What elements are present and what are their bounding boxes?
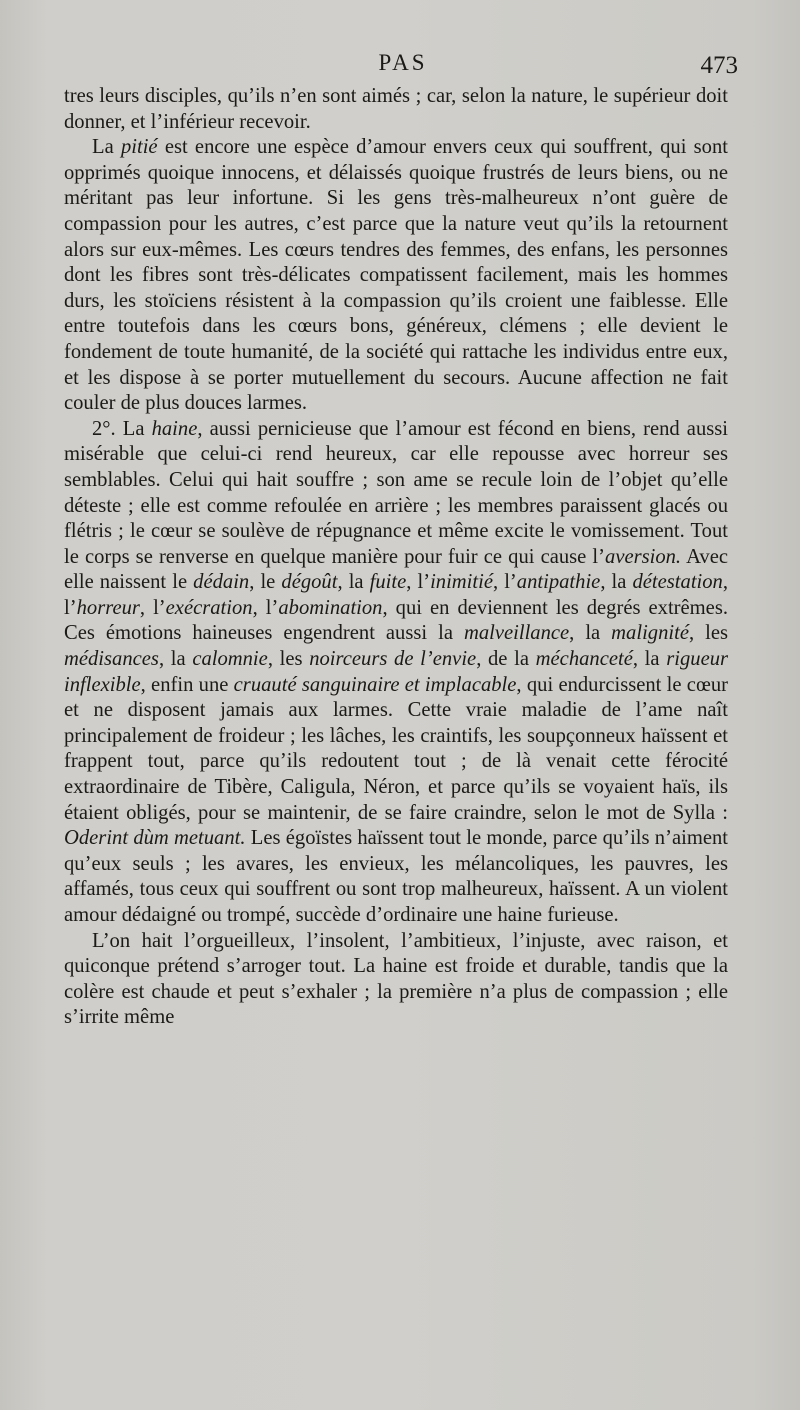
- italic-term: détestation: [632, 571, 723, 594]
- text-run: , le: [249, 571, 282, 594]
- italic-term: dédain: [193, 571, 250, 594]
- italic-term: inimitié: [430, 571, 493, 594]
- paragraph: [64, 929, 728, 1031]
- text-run: Avec elle naissent le: [64, 545, 728, 594]
- text-run: L’on hait l’orgueilleux, l’insolent, l’ambitieux, l’injuste, avec raison, et quiconque prétend s’arroger tout. La haine est froide et durable, tandis que la colère est chaude et peut s’exhaler ; la première n’a plus de compassion ; elle s’irrite même: [64, 929, 728, 1029]
- text-run: , l’: [252, 596, 279, 619]
- text-run: 2°. La: [92, 417, 152, 440]
- italic-term: exécration: [165, 596, 253, 619]
- page-header: [68, 50, 738, 84]
- text-run: tres leurs disciples, qu’ils n’en sont aimés ; car, selon la nature, le supérieur doit donner, et l’inférieur recevoir.: [64, 85, 728, 133]
- italic-term: horreur: [76, 596, 140, 619]
- text-run: , la: [158, 648, 193, 671]
- italic-term: Oderint dùm metuant.: [64, 827, 246, 850]
- text-run: , la: [632, 648, 667, 671]
- running-head: PAS: [378, 50, 428, 75]
- italic-term: malveillance: [463, 622, 570, 645]
- text-run: est encore une espèce d’amour envers ceux qui souffrent, qui sont opprimés quoique innocens, et délaissés quoique frustrés de leurs biens, ou ne méritant pas leur infortune. Si les gens très-malheureux n’ont guère de compassion pour les autres, c’est parce que la nature veut qu’ils la retournent alors sur eux-mêmes. Les cœurs tendres des femmes, des enfans, les personnes dont les fibres sont très-délicates compatissent facilement, mais les hommes durs, les stoïciens résistent à la compassion qu’ils croient une faiblesse. Elle entre toutefois dans les cœurs bons, généreux, clémens ; elle devient le fondement de toute humanité, de la société qui rattache les individus entre eux, et les dispose à se porter mutuellement du secours. Aucune affection ne fait couler de plus douces larmes.: [64, 136, 728, 415]
- italic-term: dégoût: [281, 571, 338, 594]
- italic-term: noirceurs de l’envie: [309, 648, 477, 671]
- italic-term: cruauté sanguinaire et implacable: [233, 673, 517, 696]
- body-text: [64, 84, 728, 1031]
- italic-term: antipathie: [516, 571, 601, 594]
- italic-term: malignité: [611, 622, 689, 645]
- page-number: 473: [700, 52, 738, 79]
- paragraph: [64, 135, 728, 417]
- italic-term: rigueur inflexible: [64, 648, 729, 696]
- text-run: La: [92, 136, 121, 159]
- text-run: , l’: [139, 596, 166, 619]
- text-run: , qui en deviennent les degrés extrêmes. Ces émotions haineuses engendrent aussi la: [64, 596, 728, 645]
- text-run: , enfin une: [140, 673, 234, 696]
- text-run: , aussi pernicieuse que l’amour est fécond en biens, rend aussi misérable que celui-ci rend heureux, car elle repousse avec horreur ses semblables. Celui qui hait souffre ; son ame se recule loin de l’objet qu’elle déteste ; elle est comme refoulée en arrière ; les membres paraissent glacés ou flétris ; le cœur se soulève de répugnance et même excite le vomissement. Tout le corps se renverse en quelque manière pour fuir ce qui cause l’: [64, 417, 728, 568]
- text-run: Les égoïstes haïssent tout le monde, parce qu’ils n’aiment qu’eux seuls ; les avares, les envieux, les mélancoliques, les pauvres, les affamés, tous ceux qui souffrent ou sont trop malheureux, haïssent. A un violent amour dédaigné ou trompé, succède d’ordinaire une haine furieuse.: [64, 827, 728, 926]
- text-run: , qui endurcissent le cœur et ne disposent jamais aux larmes. Cette vraie maladie de l’ame naît principalement de froideur ; les lâches, les craintifs, les soupçonneux haïssent et frappent tout, parce qu’ils redoutent tout ; de là venait cette férocité extraordinaire de Tibère, Caligula, Néron, et parce qu’ils se voyaient haïs, ils étaient obligés, pour se maintenir, de se faire craindre, selon le mot de Sylla :: [64, 673, 728, 824]
- text-run: , les: [688, 622, 728, 645]
- italic-term: abomination: [278, 596, 383, 619]
- paragraph: [64, 84, 728, 135]
- italic-term: pitié: [120, 136, 158, 159]
- text-run: , la: [337, 571, 370, 594]
- paragraph: [64, 417, 728, 929]
- text-run: , l’: [64, 571, 729, 619]
- text-run: , la: [600, 571, 633, 594]
- text-run: , l’: [492, 571, 517, 594]
- italic-term: fuite: [369, 571, 407, 594]
- italic-term: calomnie: [192, 648, 268, 671]
- italic-term: méchanceté: [535, 648, 633, 671]
- italic-term: médisances: [64, 648, 159, 671]
- italic-term: aversion.: [605, 545, 682, 568]
- text-run: , les: [267, 648, 310, 671]
- text-run: , l’: [406, 571, 431, 594]
- text-run: , de la: [476, 648, 536, 671]
- text-run: , la: [569, 622, 612, 645]
- italic-term: haine: [151, 417, 198, 440]
